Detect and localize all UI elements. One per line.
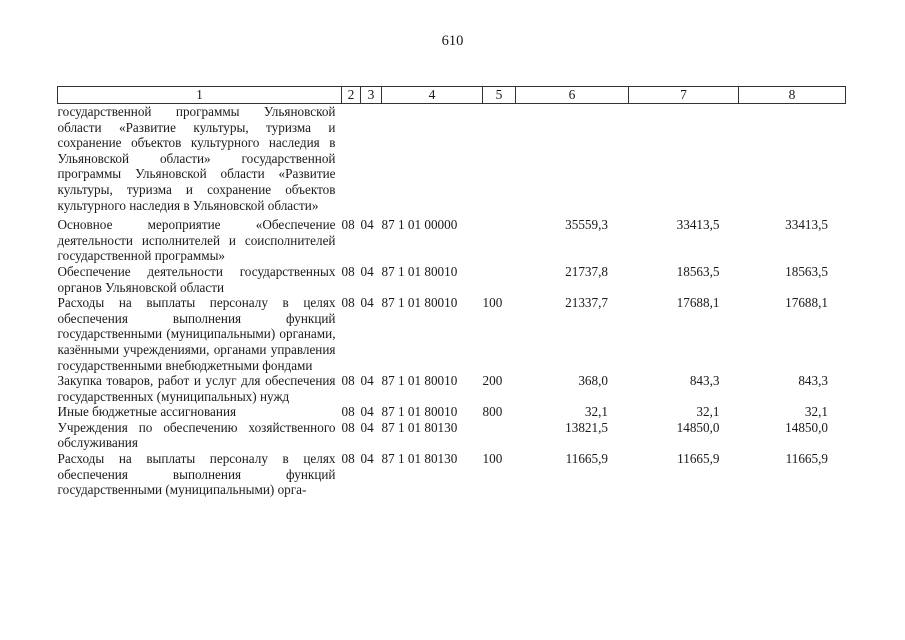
row-expense-type — [483, 420, 516, 451]
row-section: 08 — [341, 217, 355, 233]
row-value-col7: 32,1 — [696, 404, 720, 420]
row-subsection: 04 — [360, 419, 374, 435]
row-section: 08 — [341, 263, 355, 279]
row-value-col7: 17688,1 — [676, 295, 720, 311]
row-value-col8: 14850,0 — [785, 419, 828, 435]
row-description: Обеспечение деятельности государственных органов Ульяновской области — [57, 263, 336, 295]
col-header-3: 3 — [361, 87, 382, 104]
row-section: 08 — [341, 451, 355, 467]
table-row — [58, 295, 846, 373]
row-value-col6: 32,1 — [584, 404, 608, 420]
col-header-7: 7 — [629, 87, 739, 104]
row-description: Расходы на выплаты персоналу в целях обеспечения выполнения функций государственными (муниципальными) орга- — [57, 451, 336, 498]
row-subsection: 04 — [360, 263, 374, 279]
row-section: 08 — [341, 419, 355, 435]
row-value-col8: 843,3 — [798, 373, 828, 389]
row-value-col6: 21737,8 — [565, 263, 608, 279]
table-row — [58, 373, 846, 404]
row-section — [342, 104, 361, 218]
col-header-5: 5 — [483, 87, 516, 104]
table-row — [58, 451, 846, 498]
table-row — [58, 217, 846, 264]
row-value-col7: 14850,0 — [676, 419, 720, 435]
row-value-col7: 843,3 — [689, 373, 720, 389]
row-value-col8: 11665,9 — [785, 451, 828, 467]
row-expense-type: 100 — [482, 295, 503, 311]
row-value-col6: 35559,3 — [565, 217, 608, 233]
row-target-article: 87 1 01 80130 — [381, 419, 458, 435]
row-value-col8: 33413,5 — [785, 217, 828, 233]
row-expense-type: 100 — [482, 451, 503, 467]
row-description: Основное мероприятие «Обеспечение деятельности исполнителей и соисполнителей государственной программы» — [57, 217, 336, 264]
row-description: Закупка товаров, работ и услуг для обеспечения государственных (муниципальных) нужд — [57, 373, 336, 404]
row-subsection: 04 — [360, 373, 374, 389]
row-value-col8: 17688,1 — [785, 295, 828, 311]
row-target-article: 87 1 01 80010 — [381, 373, 458, 389]
row-expense-type — [483, 264, 516, 295]
table-row — [58, 404, 846, 420]
col-header-1: 1 — [58, 87, 342, 104]
col-header-2: 2 — [342, 87, 361, 104]
row-target-article: 87 1 01 80010 — [381, 404, 458, 420]
row-expense-type: 800 — [482, 404, 503, 420]
col-header-4: 4 — [382, 87, 483, 104]
row-value-col7: 33413,5 — [676, 217, 720, 233]
row-expense-type — [483, 217, 516, 264]
row-subsection: 04 — [360, 217, 374, 233]
row-target-article: 87 1 01 00000 — [381, 217, 458, 233]
col-header-6: 6 — [516, 87, 629, 104]
row-value-col6: 368,0 — [578, 373, 608, 389]
row-description: Расходы на выплаты персоналу в целях обеспечения выполнения функций государственными (муниципальными) органами, казёнными учреждениями, органами управления государственными внебюджетными фондами — [57, 295, 336, 373]
row-description: Иные бюджетные ассигнования — [57, 404, 237, 420]
row-description: Учреждения по обеспечению хозяйственного обслуживания — [57, 419, 336, 451]
row-target-article: 87 1 01 80010 — [381, 263, 458, 279]
table-row — [58, 264, 846, 295]
row-value-col7: 11665,9 — [677, 451, 720, 467]
col-header-8: 8 — [739, 87, 846, 104]
row-value-col6: 21337,7 — [565, 295, 608, 311]
row-expense-type: 200 — [482, 373, 503, 389]
table-header-row — [58, 87, 846, 104]
row-target-article: 87 1 01 80010 — [381, 295, 458, 311]
row-value-col6: 11665,9 — [565, 451, 608, 467]
row-subsection: 04 — [360, 404, 374, 420]
row-subsection — [361, 104, 382, 218]
table-row — [58, 104, 846, 218]
row-value-col8: 32,1 — [804, 404, 828, 420]
row-expense-type — [483, 104, 516, 218]
budget-table — [57, 86, 846, 498]
row-section: 08 — [341, 295, 355, 311]
row-section: 08 — [341, 404, 355, 420]
row-description: государственной программы Ульяновской области «Развитие культуры, туризма и сохранение объектов культурного наследия в Ульяновской области» государственной программы Ульяновской области «Развитие культуры, туризма и сохранение объектов культурного наследия в Ульяновской области» — [57, 104, 336, 213]
row-value-col6: 13821,5 — [565, 419, 608, 435]
row-section: 08 — [341, 373, 355, 389]
page-number: 610 — [441, 33, 464, 49]
row-value-col7: 18563,5 — [676, 263, 720, 279]
row-value-col8: 18563,5 — [785, 263, 828, 279]
row-target-article — [382, 104, 483, 218]
row-subsection: 04 — [360, 451, 374, 467]
table-row — [58, 420, 846, 451]
row-target-article: 87 1 01 80130 — [381, 451, 458, 467]
row-subsection: 04 — [360, 295, 374, 311]
